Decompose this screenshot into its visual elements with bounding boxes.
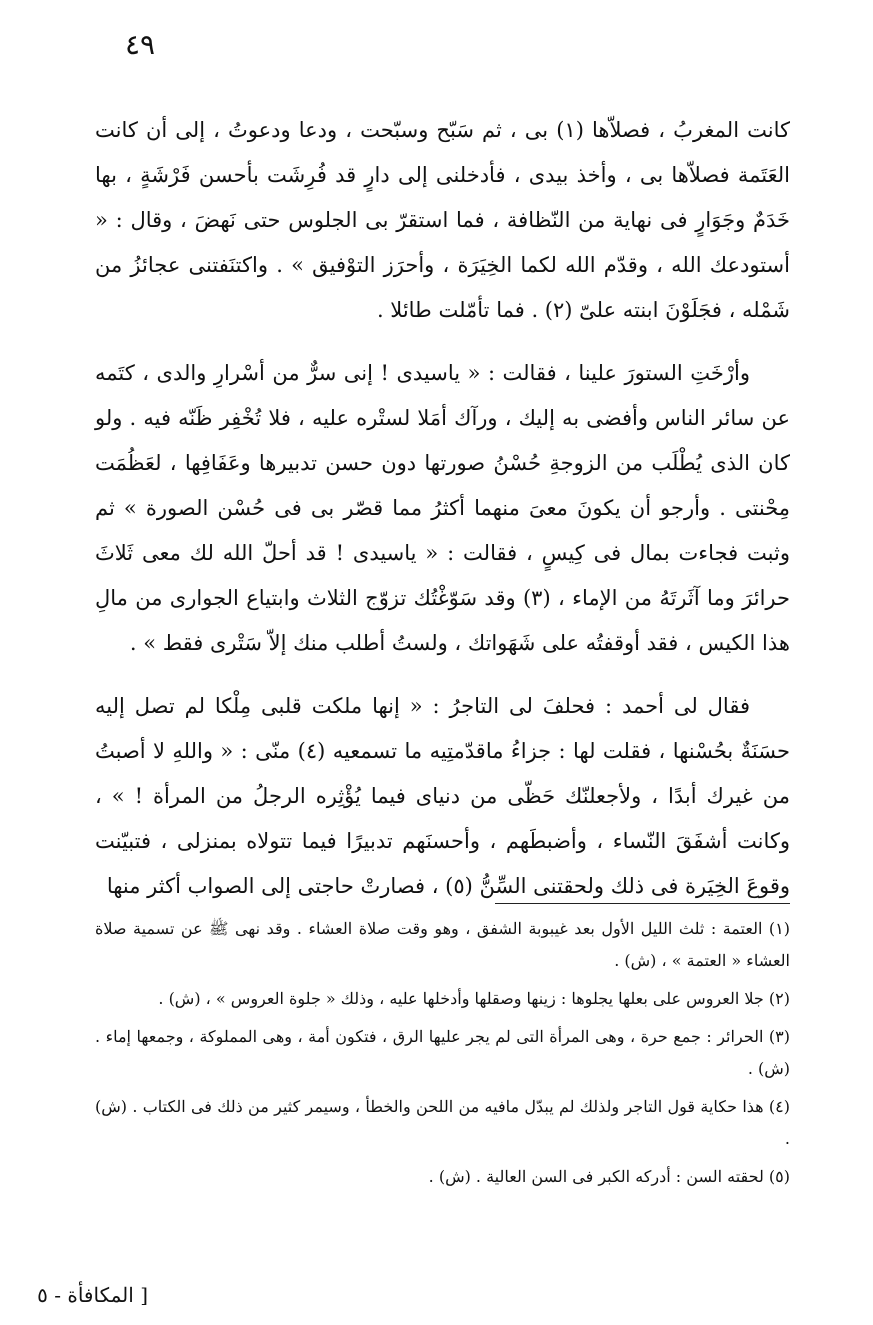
footnote-separator bbox=[495, 903, 790, 904]
footnote: (٣) الحرائر : جمع حرة ، وهى المرأة التى لم يجر عليها الرق ، فتكون أمة ، وهى المملوكة ، وجمعها إماء . (ش) . bbox=[95, 1027, 790, 1078]
paragraph: وأرْخَتِ الستورَ علينا ، فقالت : « ياسيدى ! إنى سرٌّ من أسْرارِ والدى ، كتَمه عن سائر الناس وأفضى به إليك ، ورآك أمَلا لستْره عليه ، فلا تُخْفِر ظَنّه فيه . ولو كان الذى يُطْلَب من الزوجةِ حُسْنُ صورتها دون حسن تدبيرها وعَفَافِها ، لعَظُمَت مِحْنتى . وأرجو أن يكونَ معىَ منهما أكثرُ مما قصّر بى فى حُسْن الصورة » ثم وثبت فجاءت بمال فى كِيسٍ ، فقالت : « ياسيدى ! قد أحلّ الله لك معى ثَلاثَ حرائرَ وما آثَرتَهُ من الإماء ، (٣) وقد سَوّغْتُك تزوّج الثلاث وابتياع الجوارى من مالِ هذا الكيس ، فقد أوقفتُه على شَهَواتك ، ولستُ أطلب منك إلاّ سَتْرى فقط » . bbox=[95, 361, 790, 655]
signature-mark: [ المكافأة - ٥ bbox=[37, 1283, 148, 1307]
footnotes bbox=[95, 913, 790, 1199]
footnote: (٤) هذا حكاية قول التاجر ولذلك لم يبدّل مافيه من اللحن والخطأ ، وسيمر كثير من ذلك فى الكتاب . (ش) . bbox=[95, 1097, 790, 1148]
footnote: (٥) لحقته السن : أدركه الكبر فى السن العالية . (ش) . bbox=[428, 1167, 790, 1186]
paragraph: فقال لى أحمد : فحلفَ لى التاجرُ : « إنها ملكت قلبى مِلْكا لم تصل إليه حسَنَةٌ بحُسْنها ، فقلت لها : جزاءُ ماقدّمتِيه ما تسمعيه (٤) منّى : « واللهِ لا أصبتُ من غيرك أبدًا ، ولأجعلنّك حَظّى من دنياى فيما يُؤْثِره الرجلُ من المرأة ! » ، وكانت أشفَقَ النّساء ، وأضبطَهم ، وأحسنَهم تدبيرًا فيما تتولاه بمنزلى ، فتبيّنت وقوعَ الخِيَرة فى ذلك ولحقتنى السِّنُّ (٥) ، فصارتْ حاجتى إلى الصواب أكثر منها bbox=[95, 694, 790, 898]
footnote: (٢) جلا العروس على بعلها يجلوها : زينها وصقلها وأدخلها عليه ، وذلك « جلوة العروس » ، (ش) . bbox=[158, 989, 790, 1008]
footnote: (١) العتمة : ثلث الليل الأول بعد غيبوبة الشفق ، وهو وقت صلاة العشاء . وقد نهى ﷺ عن تسمية صلاة العشاء « العتمة » ، (ش) . bbox=[95, 919, 790, 970]
paragraph: كانت المغربُ ، فصلاّها (١) بى ، ثم سَبّح وسبّحت ، ودعا ودعوتُ ، إلى أن كانت العَتَمة فصلاّها بى ، وأخذ بيدى ، فأدخلنى إلى دارٍ قد فُرِشَت بأحسن فَرْشَةٍ ، بها خَدَمٌ وجَوَارٍ فى نهاية من النّظافة ، فما استقرّ بى الجلوس حتى نَهضَ ، وقال : « أستودعك الله ، وقدّم الله لكما الخِيَرَة ، وأحرَز التوْفيق » . واكتنَفتنى عجائزُ من شَمْله ، فجَلَوْنَ ابنته علىّ (٢) . فما تأمّلت طائلا . bbox=[95, 118, 790, 322]
page-number: ٤٩ bbox=[124, 28, 156, 61]
main-text bbox=[95, 108, 790, 909]
